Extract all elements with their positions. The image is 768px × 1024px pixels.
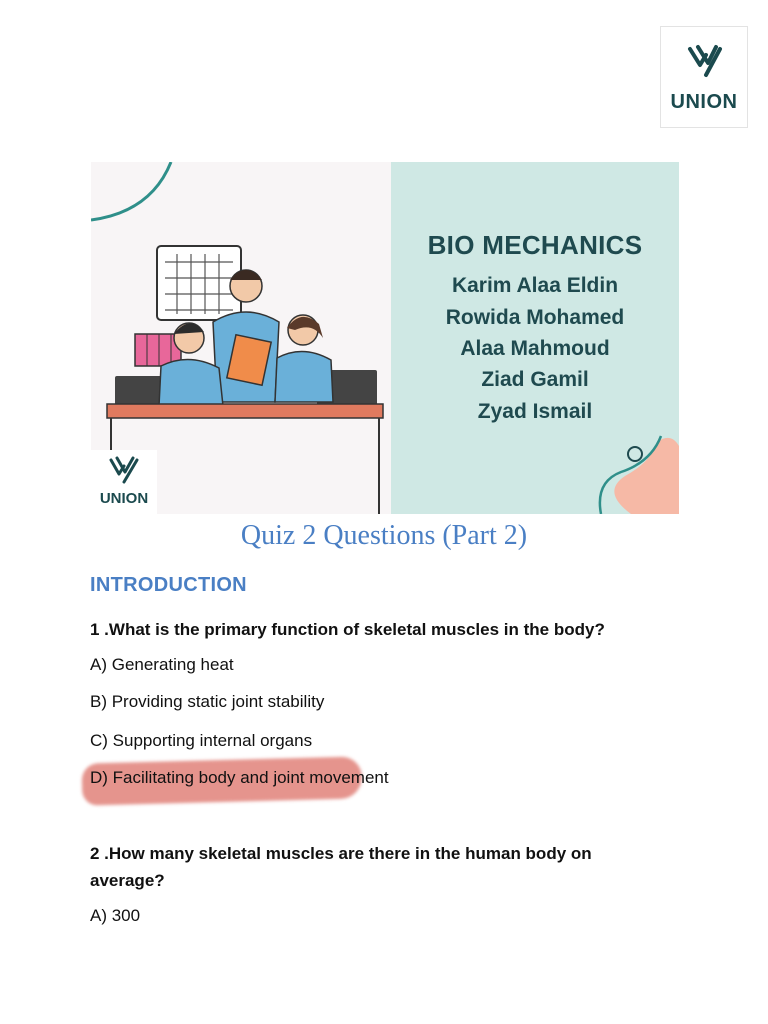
question-1-option-b: B) Providing static joint stability (90, 692, 325, 711)
quiz-title: Quiz 2 Questions (Part 2) (240, 520, 528, 551)
question-1-option-a: A) Generating heat (90, 655, 234, 674)
cover-banner (91, 162, 679, 514)
course-title: BIO MECHANICS (427, 230, 643, 260)
banner-union-logo (91, 450, 157, 514)
decorative-blob (591, 432, 679, 514)
illustration-panel (91, 162, 391, 514)
author-name: Ziad Gamil (481, 368, 589, 391)
question-1-option-d: D) Facilitating body and joint movement (90, 768, 389, 787)
question-2-option-a: A) 300 (90, 906, 141, 925)
question-1-option-c: C) Supporting internal organs (90, 731, 313, 750)
title-panel (391, 162, 679, 514)
section-heading: INTRODUCTION (90, 574, 247, 596)
author-name: Zyad Ismail (477, 400, 593, 423)
author-name: Alaa Mahmoud (460, 337, 610, 360)
banner-logo-text: UNION (99, 490, 149, 507)
union-logo-icon (686, 41, 726, 81)
question-2: 2 .How many skeletal muscles are there in the human body on average? (90, 844, 592, 890)
author-name: Karim Alaa Eldin (451, 274, 619, 297)
union-logo (660, 26, 748, 128)
author-name: Rowida Mohamed (445, 306, 625, 329)
logo-text: UNION (670, 91, 738, 113)
question-1: 1 .What is the primary function of skeletal muscles in the body? (90, 620, 605, 639)
union-small-logo-icon (91, 450, 157, 490)
